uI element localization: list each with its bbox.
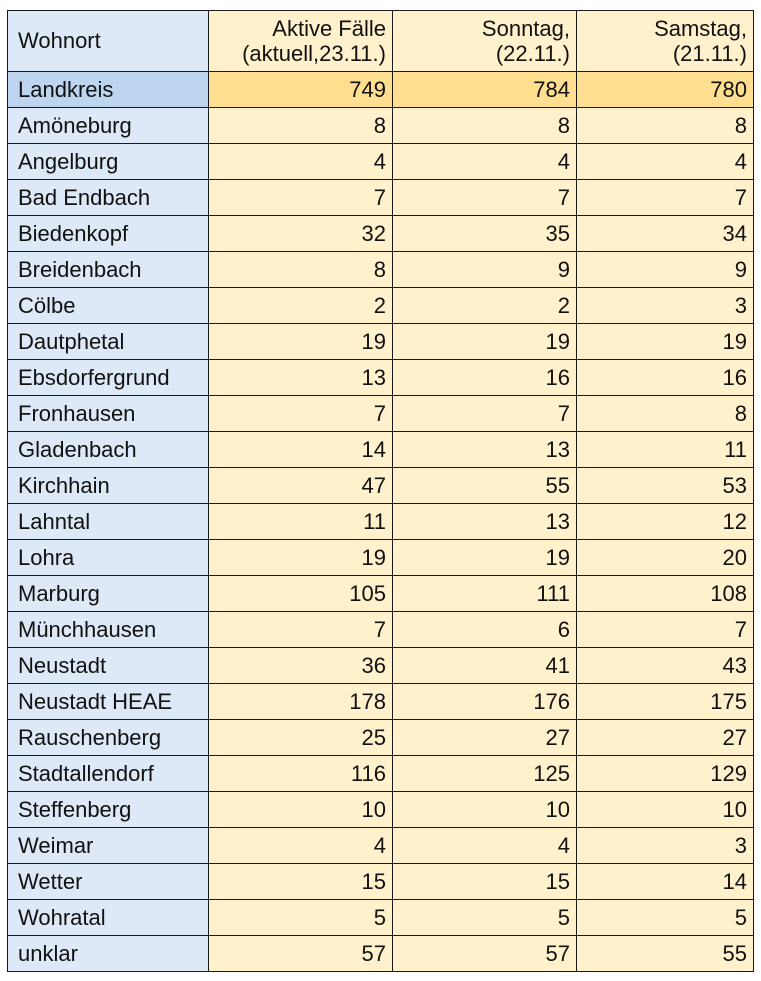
row-name: Steffenberg — [8, 792, 209, 828]
table-row — [8, 396, 754, 432]
table-row — [8, 540, 754, 576]
table-row — [8, 252, 754, 288]
header-samstag-line1: Samstag, — [654, 16, 747, 42]
row-aktive: 11 — [209, 504, 393, 540]
row-name: Stadtallendorf — [8, 756, 209, 792]
row-name: Biedenkopf — [8, 216, 209, 252]
row-samstag: 108 — [577, 576, 754, 612]
header-wohnort-label: Wohnort — [18, 28, 101, 53]
row-name: Marburg — [8, 576, 209, 612]
table-row — [8, 864, 754, 900]
row-aktive: 7 — [209, 180, 393, 216]
row-sonntag: 41 — [393, 648, 577, 684]
row-samstag: 3 — [577, 288, 754, 324]
table-row — [8, 792, 754, 828]
row-aktive: 178 — [209, 684, 393, 720]
header-samstag-line2: (21.11.) — [672, 41, 747, 66]
row-sonntag: 55 — [393, 468, 577, 504]
table-row — [8, 144, 754, 180]
row-sonntag: 10 — [393, 792, 577, 828]
row-aktive: 116 — [209, 756, 393, 792]
row-samstag: 175 — [577, 684, 754, 720]
row-aktive: 8 — [209, 252, 393, 288]
total-row — [8, 72, 754, 108]
row-sonntag: 13 — [393, 504, 577, 540]
row-aktive: 4 — [209, 828, 393, 864]
row-name: Neustadt — [8, 648, 209, 684]
row-name: Breidenbach — [8, 252, 209, 288]
row-samstag: 5 — [577, 900, 754, 936]
row-sonntag: 15 — [393, 864, 577, 900]
total-name: Landkreis — [8, 72, 209, 108]
table-row — [8, 432, 754, 468]
row-name: Weimar — [8, 828, 209, 864]
row-aktive: 5 — [209, 900, 393, 936]
row-samstag: 34 — [577, 216, 754, 252]
row-sonntag: 19 — [393, 540, 577, 576]
row-samstag: 20 — [577, 540, 754, 576]
total-sonntag: 784 — [393, 72, 577, 108]
row-samstag: 55 — [577, 936, 754, 972]
row-aktive: 8 — [209, 108, 393, 144]
row-aktive: 47 — [209, 468, 393, 504]
row-name: Gladenbach — [8, 432, 209, 468]
header-sonntag-line1: Sonntag, — [481, 16, 570, 42]
row-sonntag: 4 — [393, 144, 577, 180]
row-samstag: 9 — [577, 252, 754, 288]
row-samstag: 14 — [577, 864, 754, 900]
row-name: Wohratal — [8, 900, 209, 936]
table-row — [8, 828, 754, 864]
row-sonntag: 2 — [393, 288, 577, 324]
row-sonntag: 4 — [393, 828, 577, 864]
row-sonntag: 13 — [393, 432, 577, 468]
row-samstag: 8 — [577, 396, 754, 432]
row-aktive: 25 — [209, 720, 393, 756]
row-aktive: 15 — [209, 864, 393, 900]
row-name: Lohra — [8, 540, 209, 576]
row-sonntag: 57 — [393, 936, 577, 972]
row-samstag: 10 — [577, 792, 754, 828]
header-sonntag-line2: (22.11.) — [495, 41, 570, 66]
row-samstag: 11 — [577, 432, 754, 468]
table-row — [8, 468, 754, 504]
header-samstag — [577, 11, 754, 72]
row-samstag: 129 — [577, 756, 754, 792]
table-row — [8, 756, 754, 792]
row-name: unklar — [8, 936, 209, 972]
row-name: Amöneburg — [8, 108, 209, 144]
row-aktive: 7 — [209, 396, 393, 432]
row-name: Münchhausen — [8, 612, 209, 648]
row-aktive: 2 — [209, 288, 393, 324]
total-samstag: 780 — [577, 72, 754, 108]
row-samstag: 3 — [577, 828, 754, 864]
table-row — [8, 612, 754, 648]
row-aktive: 32 — [209, 216, 393, 252]
row-aktive: 36 — [209, 648, 393, 684]
row-sonntag: 8 — [393, 108, 577, 144]
row-aktive: 4 — [209, 144, 393, 180]
row-aktive: 14 — [209, 432, 393, 468]
row-samstag: 43 — [577, 648, 754, 684]
table-row — [8, 576, 754, 612]
row-sonntag: 35 — [393, 216, 577, 252]
row-aktive: 19 — [209, 540, 393, 576]
row-aktive: 10 — [209, 792, 393, 828]
cases-table — [7, 10, 754, 972]
row-samstag: 4 — [577, 144, 754, 180]
total-aktive: 749 — [209, 72, 393, 108]
row-name: Cölbe — [8, 288, 209, 324]
table-row — [8, 936, 754, 972]
row-name: Fronhausen — [8, 396, 209, 432]
header-row — [8, 11, 754, 72]
row-name: Ebsdorfergrund — [8, 360, 209, 396]
header-aktive-faelle-line2: (aktuell,23.11.) — [242, 41, 386, 66]
table-row — [8, 324, 754, 360]
row-aktive: 105 — [209, 576, 393, 612]
header-sonntag — [393, 11, 577, 72]
header-wohnort — [8, 11, 209, 72]
row-sonntag: 5 — [393, 900, 577, 936]
table-row — [8, 648, 754, 684]
row-sonntag: 176 — [393, 684, 577, 720]
row-sonntag: 6 — [393, 612, 577, 648]
row-aktive: 57 — [209, 936, 393, 972]
row-aktive: 19 — [209, 324, 393, 360]
row-name: Bad Endbach — [8, 180, 209, 216]
header-aktive-faelle — [209, 11, 393, 72]
row-sonntag: 7 — [393, 396, 577, 432]
row-samstag: 12 — [577, 504, 754, 540]
row-name: Wetter — [8, 864, 209, 900]
row-sonntag: 27 — [393, 720, 577, 756]
row-name: Dautphetal — [8, 324, 209, 360]
table-row — [8, 108, 754, 144]
table-row — [8, 216, 754, 252]
row-samstag: 7 — [577, 612, 754, 648]
row-sonntag: 7 — [393, 180, 577, 216]
row-sonntag: 125 — [393, 756, 577, 792]
table-row — [8, 360, 754, 396]
table-row — [8, 504, 754, 540]
row-aktive: 7 — [209, 612, 393, 648]
row-sonntag: 9 — [393, 252, 577, 288]
row-name: Rauschenberg — [8, 720, 209, 756]
row-samstag: 16 — [577, 360, 754, 396]
row-samstag: 19 — [577, 324, 754, 360]
table-row — [8, 288, 754, 324]
table-row — [8, 900, 754, 936]
row-samstag: 53 — [577, 468, 754, 504]
row-aktive: 13 — [209, 360, 393, 396]
row-name: Angelburg — [8, 144, 209, 180]
row-samstag: 7 — [577, 180, 754, 216]
row-name: Kirchhain — [8, 468, 209, 504]
row-sonntag: 16 — [393, 360, 577, 396]
row-sonntag: 19 — [393, 324, 577, 360]
table-row — [8, 180, 754, 216]
table-row — [8, 720, 754, 756]
table-row — [8, 684, 754, 720]
row-sonntag: 111 — [393, 576, 577, 612]
header-aktive-faelle-line1: Aktive Fälle — [272, 16, 386, 42]
row-samstag: 27 — [577, 720, 754, 756]
row-name: Lahntal — [8, 504, 209, 540]
row-samstag: 8 — [577, 108, 754, 144]
row-name: Neustadt HEAE — [8, 684, 209, 720]
